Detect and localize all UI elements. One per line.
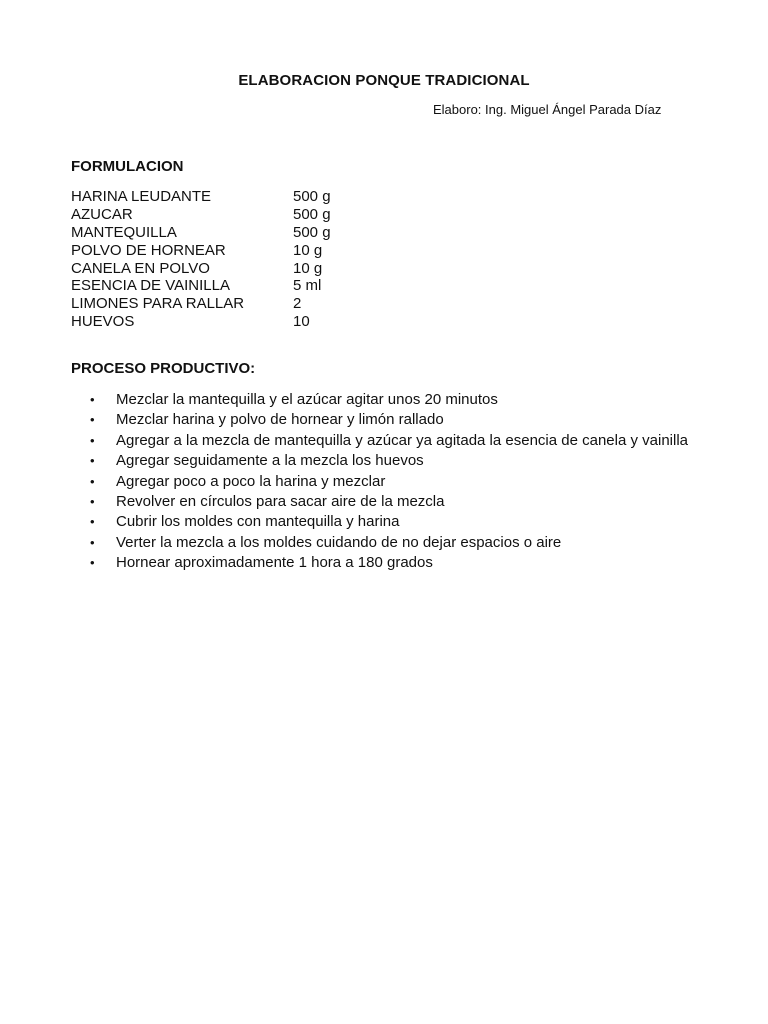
- process-heading: PROCESO PRODUCTIVO:: [71, 360, 256, 377]
- process-step-list: [71, 390, 731, 574]
- ingredient-quantity: 10 g: [293, 241, 323, 259]
- ingredient-row: [71, 242, 331, 260]
- author-line: Elaboro: Ing. Miguel Ángel Parada Díaz: [433, 102, 662, 117]
- process-step-text: Agregar poco a poco la harina y mezclar: [116, 472, 386, 490]
- bullet-icon: •: [90, 514, 95, 530]
- bullet-icon: •: [90, 412, 95, 428]
- process-step: [71, 390, 731, 410]
- ingredient-quantity: 500 g: [293, 223, 331, 241]
- ingredient-quantity: 500 g: [293, 205, 331, 223]
- process-step: [71, 431, 731, 451]
- process-step: [71, 512, 731, 532]
- ingredient-row: [71, 260, 331, 278]
- bullet-icon: •: [90, 453, 95, 469]
- ingredient-row: [71, 224, 331, 242]
- process-step-text: Mezclar la mantequilla y el azúcar agitar unos 20 minutos: [116, 391, 498, 408]
- ingredient-name: CANELA EN POLVO: [71, 259, 210, 277]
- ingredient-row: [71, 277, 331, 295]
- process-step-text: Cubrir los moldes con mantequilla y harina: [116, 513, 400, 531]
- ingredient-name: HUEVOS: [71, 313, 135, 331]
- bullet-icon: •: [90, 473, 95, 489]
- bullet-icon: •: [90, 432, 95, 448]
- ingredient-row: [71, 188, 331, 206]
- ingredient-quantity: 500 g: [293, 188, 331, 205]
- ingredient-name: ESENCIA DE VAINILLA: [71, 277, 230, 295]
- bullet-icon: •: [90, 392, 95, 407]
- ingredient-quantity: 10: [293, 313, 310, 331]
- ingredient-name: POLVO DE HORNEAR: [71, 241, 226, 259]
- ingredient-quantity: 10 g: [293, 259, 323, 277]
- process-step-text: Mezclar harina y polvo de hornear y limón rallado: [116, 411, 444, 429]
- ingredient-quantity: 2: [293, 295, 302, 313]
- ingredient-list: [71, 188, 331, 331]
- process-step: [71, 533, 731, 553]
- process-step-text: Verter la mezcla a los moldes cuidando de no dejar espacios o aire: [116, 533, 562, 551]
- bullet-icon: •: [90, 555, 95, 571]
- bullet-icon: •: [90, 534, 95, 550]
- process-step: [71, 451, 731, 471]
- ingredient-row: [71, 295, 331, 313]
- formulation-heading: FORMULACION: [71, 158, 184, 175]
- bullet-icon: •: [90, 493, 95, 509]
- process-step-text: Agregar seguidamente a la mezcla los huevos: [116, 452, 424, 470]
- page-title: ELABORACION PONQUE TRADICIONAL: [238, 72, 530, 89]
- ingredient-row: [71, 313, 331, 331]
- ingredient-row: [71, 206, 331, 224]
- process-step-text: Hornear aproximadamente 1 hora a 180 grados: [116, 554, 433, 572]
- ingredient-name: HARINA LEUDANTE: [71, 188, 212, 205]
- process-step-text: Agregar a la mezcla de mantequilla y azúcar ya agitada la esencia de canela y vainilla: [116, 431, 688, 449]
- ingredient-name: MANTEQUILLA: [71, 223, 177, 241]
- process-step: [71, 410, 731, 430]
- process-step: [71, 492, 731, 512]
- ingredient-name: LIMONES PARA RALLAR: [71, 295, 245, 313]
- ingredient-name: AZUCAR: [71, 205, 133, 223]
- process-step-text: Revolver en círculos para sacar aire de la mezcla: [116, 492, 445, 510]
- process-step: [71, 472, 731, 492]
- process-step: [71, 553, 731, 573]
- ingredient-quantity: 5 ml: [293, 277, 322, 295]
